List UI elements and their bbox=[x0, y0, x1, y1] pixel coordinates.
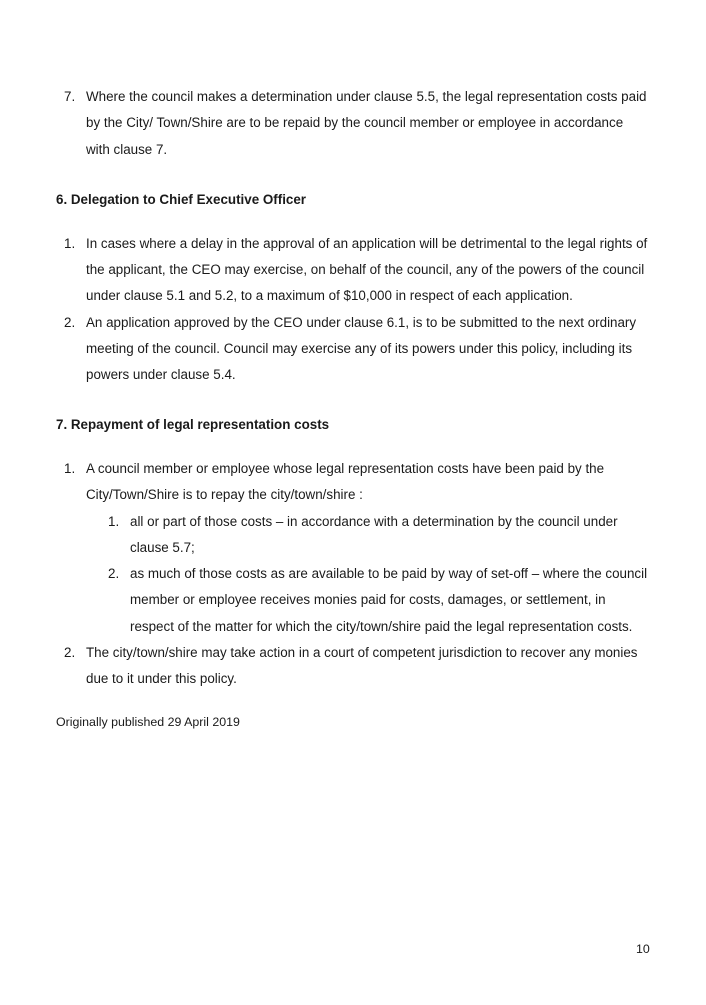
paragraph-line: under clause 5.1 and 5.2, to a maximum of $10,000 in respect of each application. bbox=[86, 288, 573, 303]
paragraph-line: as much of those costs as are available to be paid by way of set-off – where the council bbox=[130, 566, 648, 581]
paragraph-line: Where the council makes a determination under clause 5.5, the legal representation costs paid bbox=[86, 89, 647, 104]
publication-note: Originally published 29 April 2019 bbox=[56, 715, 240, 729]
list-number: 2. bbox=[64, 645, 76, 660]
list-number: 1. bbox=[108, 514, 120, 529]
paragraph-line: City/Town/Shire is to repay the city/town/shire : bbox=[86, 487, 363, 502]
paragraph-line: powers under clause 5.4. bbox=[86, 367, 236, 382]
list-number: 2. bbox=[108, 566, 120, 581]
paragraph-line: due to it under this policy. bbox=[86, 671, 237, 686]
list-number: 2. bbox=[64, 315, 76, 330]
paragraph-line: with clause 7. bbox=[86, 142, 168, 157]
paragraph-line: the applicant, the CEO may exercise, on behalf of the council, any of the powers of the council bbox=[86, 262, 645, 277]
paragraph-line: member or employee receives monies paid for costs, damages, or settlement, in bbox=[130, 592, 606, 607]
page-number: 10 bbox=[636, 942, 650, 956]
paragraph-line: A council member or employee whose legal representation costs have been paid by the bbox=[86, 461, 605, 476]
list-number: 1. bbox=[64, 236, 76, 251]
paragraph-line: An application approved by the CEO under clause 6.1, is to be submitted to the next ordinary bbox=[86, 315, 637, 330]
paragraph-line: clause 5.7; bbox=[130, 540, 195, 555]
list-number: 7. bbox=[64, 89, 76, 104]
paragraph-line: meeting of the council. Council may exercise any of its powers under this policy, including its bbox=[86, 341, 633, 356]
paragraph-line: The city/town/shire may take action in a court of competent jurisdiction to recover any monies bbox=[86, 645, 638, 660]
section-7-heading: 7. Repayment of legal representation costs bbox=[56, 417, 330, 432]
paragraph-line: all or part of those costs – in accordance with a determination by the council under bbox=[130, 514, 618, 529]
paragraph-line: respect of the matter for which the city/town/shire paid the legal representation costs. bbox=[130, 619, 633, 634]
section-6-heading: 6. Delegation to Chief Executive Officer bbox=[56, 192, 307, 207]
list-number: 1. bbox=[64, 461, 76, 476]
paragraph-line: by the City/ Town/Shire are to be repaid by the council member or employee in accordance bbox=[86, 115, 624, 130]
paragraph-line: In cases where a delay in the approval of an application will be detrimental to the legal rights of bbox=[86, 236, 648, 251]
